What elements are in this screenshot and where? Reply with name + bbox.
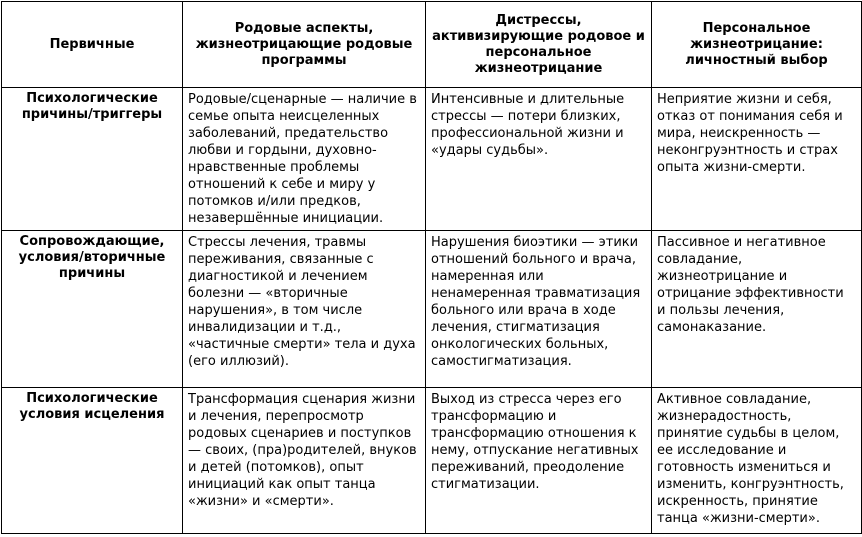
header-family-aspects: Родовые аспекты, жизнеотрицающие родовые программы xyxy=(183,2,426,88)
table-cell: Выход из стресса через его трансформацию и трансформацию отношения к нему, отпускание негативных переживаний, преодоление стигматизации. xyxy=(426,388,652,534)
table-row xyxy=(2,88,862,231)
header-primary: Первичные xyxy=(2,2,183,88)
header-row xyxy=(2,2,862,88)
row-label: Сопровождающие, условия/вторичные причины xyxy=(2,231,183,388)
table-cell: Трансформация сценария жизни и лечения, перепросмотр родовых сценариев и поступков — своих, (пра)родителей, внуков и детей (потомков), опыт инициаций как опыт танца «жизни» и «смерти». xyxy=(183,388,426,534)
table-row xyxy=(2,231,862,388)
psychology-table xyxy=(1,1,862,534)
table-cell: Активное совладание, жизнерадостность, принятие судьбы в целом, ее исследование и готовность измениться и изменить, конгруэнтность, искренность, принятие танца «жизни-смерти». xyxy=(652,388,862,534)
table-cell: Неприятие жизни и себя, отказ от понимания себя и мира, неискренность — неконгруэнтность и страх опыта жизни-смерти. xyxy=(652,88,862,231)
row-label: Психологические причины/триггеры xyxy=(2,88,183,231)
table-cell: Интенсивные и длительные стрессы — потери близких, профессиональной жизни и «удары судьбы». xyxy=(426,88,652,231)
table-cell: Пассивное и негативное совладание, жизнеотрицание и отрицание эффективности и пользы лечения, самонаказание. xyxy=(652,231,862,388)
table-cell: Родовые/сценарные — наличие в семье опыта неисцеленных заболеваний, предательство любви и гордыни, духовно-нравственные проблемы отношений к себе и миру у потомков и/или предков, незавершённые инициации. xyxy=(183,88,426,231)
table-cell: Нарушения биоэтики — этики отношений больного и врача, намеренная или ненамеренная травматизация больного или врача в ходе лечения, стигматизация онкологических больных, самостигматизация. xyxy=(426,231,652,388)
table-cell: Стрессы лечения, травмы переживания, связанные с диагностикой и лечением болезни — «вторичные нарушения», в том числе инвалидизации и т.д., «частичные смерти» тела и духа (его иллюзий). xyxy=(183,231,426,388)
row-label: Психологические условия исцеления xyxy=(2,388,183,534)
header-personal-choice: Персональное жизнеотрицание: личностный выбор xyxy=(652,2,862,88)
table-row xyxy=(2,388,862,534)
header-distresses: Дистрессы, активизирующие родовое и персональное жизнеотрицание xyxy=(426,2,652,88)
